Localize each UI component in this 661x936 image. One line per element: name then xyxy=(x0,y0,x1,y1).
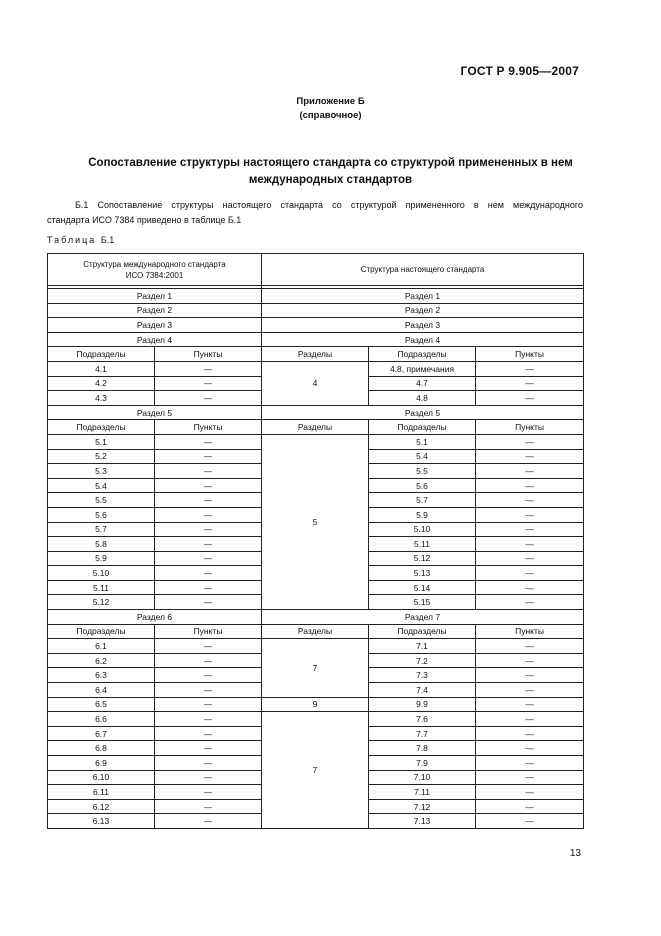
target-item: — xyxy=(476,566,584,581)
target-subsection: 7.8 xyxy=(369,741,476,756)
target-subsection: 7.12 xyxy=(369,799,476,814)
annex-title: Приложение Б xyxy=(296,96,365,107)
target-subsection: 5.5 xyxy=(369,464,476,479)
international-section: Раздел 1 xyxy=(48,289,262,304)
section-row xyxy=(48,303,584,318)
table-row xyxy=(48,639,584,654)
source-subsection: 4.3 xyxy=(48,391,155,406)
source-subsection: 6.8 xyxy=(48,741,155,756)
target-subsection: 7.1 xyxy=(369,639,476,654)
source-subsection: 6.9 xyxy=(48,756,155,771)
annex-heading xyxy=(0,95,661,123)
table-row xyxy=(48,361,584,376)
target-item: — xyxy=(476,507,584,522)
column-header-row xyxy=(48,347,584,362)
target-item: — xyxy=(476,434,584,449)
target-item: — xyxy=(476,697,584,712)
source-item: — xyxy=(155,799,262,814)
target-subsection: 5.9 xyxy=(369,507,476,522)
col-subsections-header: Подразделы xyxy=(369,420,476,435)
target-item: — xyxy=(476,770,584,785)
source-item: — xyxy=(155,376,262,391)
target-subsection: 5.12 xyxy=(369,551,476,566)
target-item: — xyxy=(476,712,584,727)
source-item: — xyxy=(155,639,262,654)
document-title-line-1: Сопоставление структуры настоящего стандарта со структурой примененных в нем xyxy=(88,157,573,169)
target-item: — xyxy=(476,391,584,406)
table-caption-label: Таблица xyxy=(47,235,97,245)
source-subsection: 4.1 xyxy=(48,361,155,376)
target-subsection: 7.3 xyxy=(369,668,476,683)
target-subsection: 7.4 xyxy=(369,683,476,698)
target-subsection: 4.8 xyxy=(369,391,476,406)
source-item: — xyxy=(155,361,262,376)
source-item: — xyxy=(155,756,262,771)
comparison-table-body xyxy=(48,254,584,829)
target-item: — xyxy=(476,756,584,771)
source-item: — xyxy=(155,478,262,493)
target-item: — xyxy=(476,639,584,654)
section-row xyxy=(48,610,584,625)
target-subsection: 5.7 xyxy=(369,493,476,508)
source-item: — xyxy=(155,770,262,785)
international-section: Раздел 3 xyxy=(48,318,262,333)
target-subsection: 7.13 xyxy=(369,814,476,829)
table-header-row xyxy=(48,254,584,286)
source-item: — xyxy=(155,785,262,800)
target-section: 5 xyxy=(262,434,369,609)
source-subsection: 5.3 xyxy=(48,464,155,479)
source-subsection: 6.10 xyxy=(48,770,155,785)
international-section: Раздел 5 xyxy=(48,405,262,420)
source-subsection: 5.4 xyxy=(48,478,155,493)
section-row xyxy=(48,405,584,420)
source-item: — xyxy=(155,741,262,756)
target-subsection: 5.4 xyxy=(369,449,476,464)
column-header-row xyxy=(48,420,584,435)
target-subsection: 5.6 xyxy=(369,478,476,493)
national-section: Раздел 2 xyxy=(262,303,584,318)
col-items-header: Пункты xyxy=(476,347,584,362)
source-subsection: 5.5 xyxy=(48,493,155,508)
target-section: 7 xyxy=(262,712,369,829)
col-sections-header: Разделы xyxy=(262,420,369,435)
page-number: 13 xyxy=(569,848,581,859)
col-items-header: Пункты xyxy=(476,420,584,435)
source-item: — xyxy=(155,595,262,610)
target-subsection: 4.7 xyxy=(369,376,476,391)
source-subsection: 6.12 xyxy=(48,799,155,814)
col-items-header: Пункты xyxy=(476,624,584,639)
target-item: — xyxy=(476,493,584,508)
col-subsections-header: Подразделы xyxy=(369,347,476,362)
target-item: — xyxy=(476,595,584,610)
annex-subtitle: (справочное) xyxy=(299,110,362,121)
target-subsection: 9.9 xyxy=(369,697,476,712)
target-section: 4 xyxy=(262,361,369,405)
table-caption xyxy=(47,235,114,245)
section-row xyxy=(48,332,584,347)
target-section: 9 xyxy=(262,697,369,712)
national-section: Раздел 1 xyxy=(262,289,584,304)
target-subsection: 7.9 xyxy=(369,756,476,771)
source-subsection: 5.9 xyxy=(48,551,155,566)
header-international-line-1: Структура международного стандарта xyxy=(83,259,226,269)
col-sections-header: Разделы xyxy=(262,347,369,362)
target-item: — xyxy=(476,478,584,493)
source-item: — xyxy=(155,580,262,595)
source-subsection: 4.2 xyxy=(48,376,155,391)
source-subsection: 5.7 xyxy=(48,522,155,537)
target-item: — xyxy=(476,741,584,756)
section-row xyxy=(48,318,584,333)
target-subsection: 7.2 xyxy=(369,653,476,668)
national-section: Раздел 7 xyxy=(262,610,584,625)
source-subsection: 6.13 xyxy=(48,814,155,829)
target-item: — xyxy=(476,537,584,552)
col-items-header: Пункты xyxy=(155,347,262,362)
col-sections-header: Разделы xyxy=(262,624,369,639)
col-items-header: Пункты xyxy=(155,624,262,639)
source-subsection: 5.8 xyxy=(48,537,155,552)
international-section: Раздел 2 xyxy=(48,303,262,318)
source-item: — xyxy=(155,493,262,508)
target-subsection: 7.10 xyxy=(369,770,476,785)
target-item: — xyxy=(476,799,584,814)
source-subsection: 6.6 xyxy=(48,712,155,727)
target-item: — xyxy=(476,653,584,668)
target-subsection: 5.13 xyxy=(369,566,476,581)
section-row xyxy=(48,289,584,304)
source-item: — xyxy=(155,814,262,829)
source-item: — xyxy=(155,653,262,668)
header-international-line-2: ИСО 7384:2001 xyxy=(125,270,184,280)
target-item: — xyxy=(476,449,584,464)
source-item: — xyxy=(155,712,262,727)
source-item: — xyxy=(155,683,262,698)
target-subsection: 7.11 xyxy=(369,785,476,800)
international-section: Раздел 6 xyxy=(48,610,262,625)
international-section: Раздел 4 xyxy=(48,332,262,347)
target-item: — xyxy=(476,668,584,683)
source-subsection: 6.11 xyxy=(48,785,155,800)
target-item: — xyxy=(476,726,584,741)
target-item: — xyxy=(476,376,584,391)
target-item: — xyxy=(476,464,584,479)
col-subsections-header: Подразделы xyxy=(48,624,155,639)
target-item: — xyxy=(476,785,584,800)
source-subsection: 5.6 xyxy=(48,507,155,522)
source-subsection: 6.7 xyxy=(48,726,155,741)
target-item: — xyxy=(476,814,584,829)
col-subsections-header: Подразделы xyxy=(48,347,155,362)
target-item: — xyxy=(476,551,584,566)
source-subsection: 6.1 xyxy=(48,639,155,654)
table-caption-number: Б.1 xyxy=(100,235,115,245)
source-item: — xyxy=(155,697,262,712)
national-section: Раздел 5 xyxy=(262,405,584,420)
source-item: — xyxy=(155,726,262,741)
source-item: — xyxy=(155,434,262,449)
target-item: — xyxy=(476,580,584,595)
national-section: Раздел 3 xyxy=(262,318,584,333)
source-item: — xyxy=(155,566,262,581)
table-row xyxy=(48,712,584,727)
national-section: Раздел 4 xyxy=(262,332,584,347)
source-item: — xyxy=(155,668,262,683)
header-international-structure xyxy=(48,254,262,286)
source-subsection: 6.2 xyxy=(48,653,155,668)
target-section: 7 xyxy=(262,639,369,697)
source-item: — xyxy=(155,449,262,464)
target-subsection: 4.8, примечания xyxy=(369,361,476,376)
source-subsection: 6.4 xyxy=(48,683,155,698)
source-subsection: 5.11 xyxy=(48,580,155,595)
source-subsection: 6.3 xyxy=(48,668,155,683)
source-subsection: 5.2 xyxy=(48,449,155,464)
target-item: — xyxy=(476,683,584,698)
column-header-row xyxy=(48,624,584,639)
intro-paragraph xyxy=(47,198,583,228)
source-item: — xyxy=(155,537,262,552)
target-subsection: 5.15 xyxy=(369,595,476,610)
table-row xyxy=(48,434,584,449)
col-subsections-header: Подразделы xyxy=(48,420,155,435)
standard-code: ГОСТ Р 9.905—2007 xyxy=(460,64,579,78)
header-national-structure: Структура настоящего стандарта xyxy=(262,254,584,286)
source-item: — xyxy=(155,522,262,537)
target-subsection: 5.10 xyxy=(369,522,476,537)
source-subsection: 5.1 xyxy=(48,434,155,449)
intro-line-2: стандарта ИСО 7384 приведено в таблице Б.1 xyxy=(47,215,242,225)
target-subsection: 7.6 xyxy=(369,712,476,727)
target-subsection: 7.7 xyxy=(369,726,476,741)
target-subsection: 5.11 xyxy=(369,537,476,552)
target-item: — xyxy=(476,522,584,537)
source-subsection: 6.5 xyxy=(48,697,155,712)
target-subsection: 5.14 xyxy=(369,580,476,595)
document-title xyxy=(60,155,601,189)
document-title-line-2: международных стандартов xyxy=(248,174,413,186)
source-item: — xyxy=(155,551,262,566)
source-subsection: 5.12 xyxy=(48,595,155,610)
col-subsections-header: Подразделы xyxy=(369,624,476,639)
comparison-table xyxy=(47,253,584,829)
source-item: — xyxy=(155,507,262,522)
source-item: — xyxy=(155,464,262,479)
col-items-header: Пункты xyxy=(155,420,262,435)
source-item: — xyxy=(155,391,262,406)
table-row xyxy=(48,697,584,712)
intro-line-1: Б.1 Сопоставление структуры настоящего стандарта со структурой примененного в нем международного xyxy=(75,200,583,210)
source-subsection: 5.10 xyxy=(48,566,155,581)
target-subsection: 5.1 xyxy=(369,434,476,449)
target-item: — xyxy=(476,361,584,376)
